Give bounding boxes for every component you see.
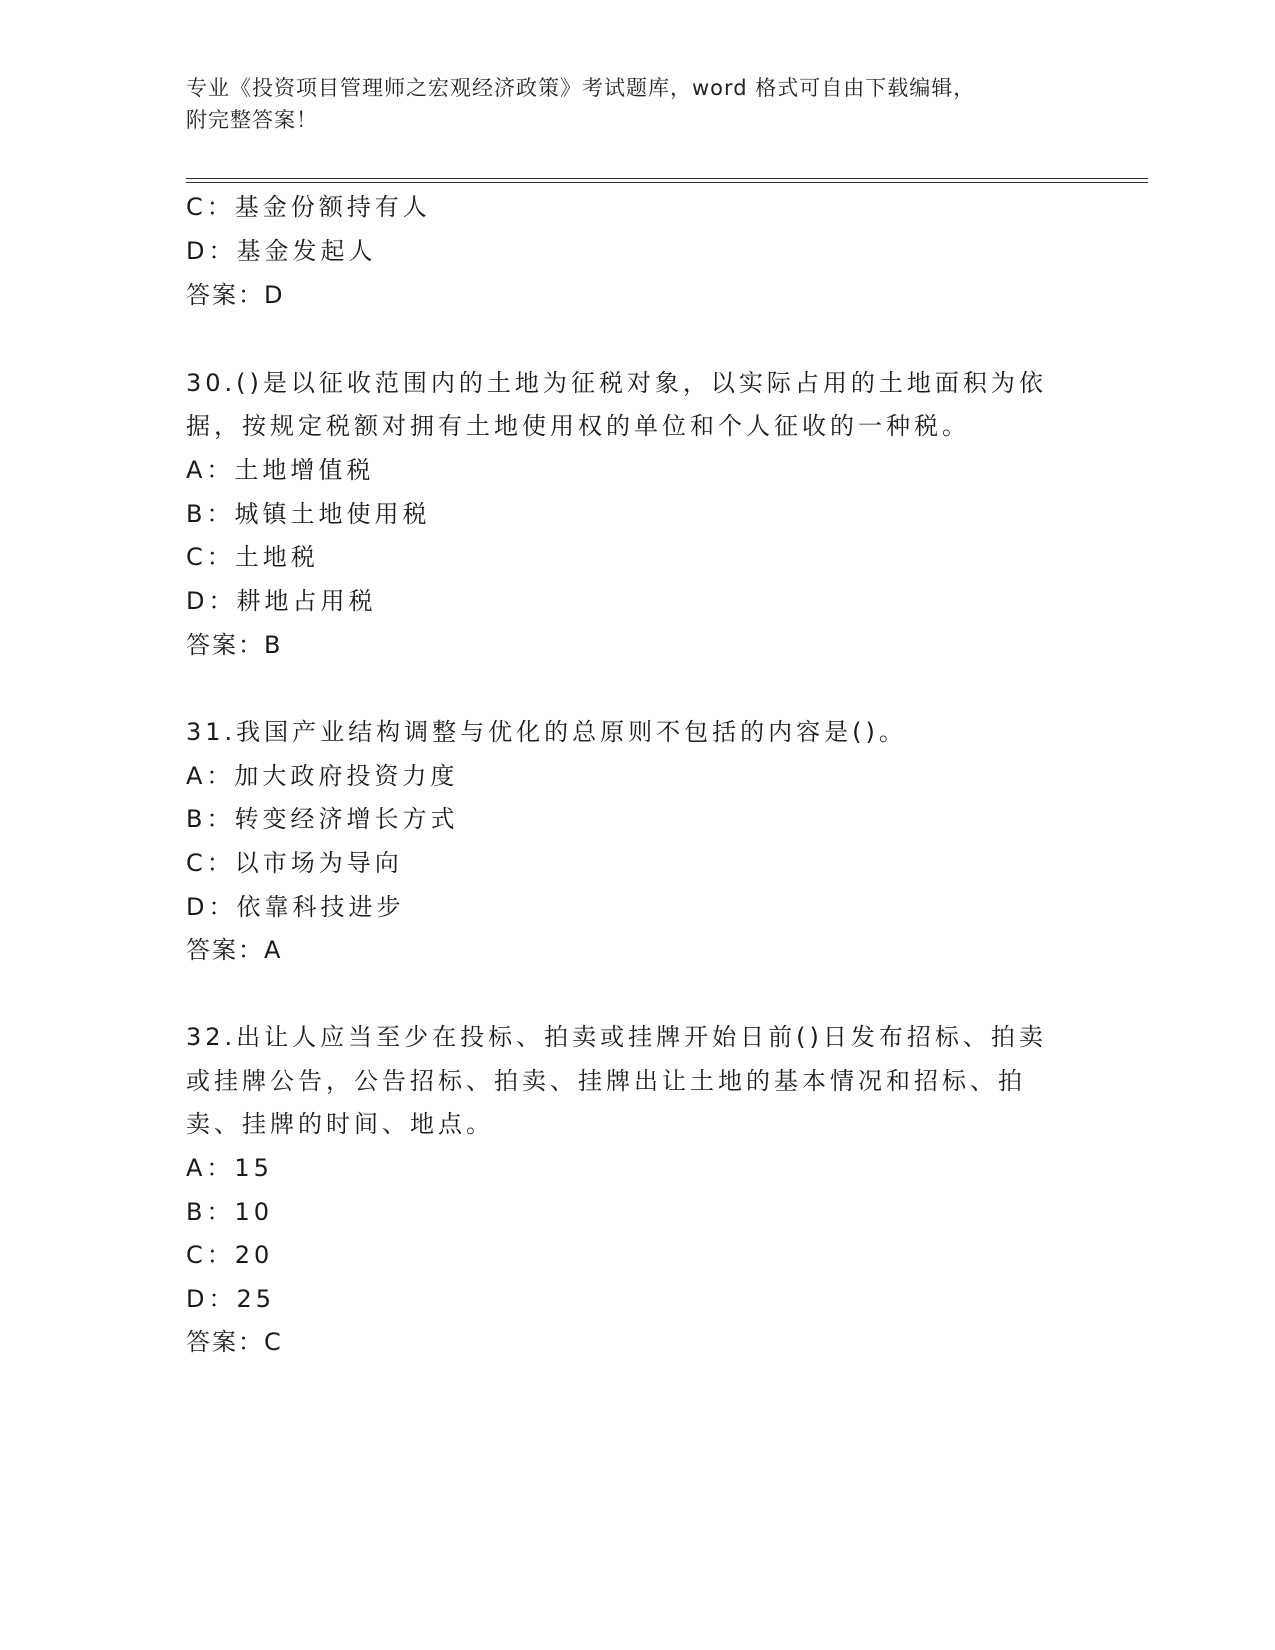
question-32-option-d: D：25 [186, 1285, 276, 1313]
question-30-answer: 答案：B [186, 631, 283, 659]
question-31-option-d: D：依靠科技进步 [186, 893, 405, 921]
question-32-option-a: A：15 [186, 1154, 273, 1182]
question-30-stem-line-2: 据，按规定税额对拥有土地使用权的单位和个人征收的一种税。 [186, 412, 970, 440]
question-32-stem-line-2: 或挂牌公告，公告招标、拍卖、挂牌出让土地的基本情况和招标、拍 [186, 1067, 1026, 1095]
question-32-stem-line-1: 32.出让人应当至少在投标、拍卖或挂牌开始日前()日发布招标、拍卖 [186, 1023, 1047, 1051]
question-30-option-d: D：耕地占用税 [186, 587, 377, 615]
question-31-option-a: A：加大政府投资力度 [186, 762, 459, 790]
question-30-option-b: B：城镇土地使用税 [186, 500, 431, 528]
question-31-option-c: C：以市场为导向 [186, 849, 403, 877]
header-divider-top [186, 178, 1148, 179]
answer-line: 答案：D [186, 281, 285, 309]
question-31-answer: 答案：A [186, 936, 283, 964]
question-32-option-c: C：20 [186, 1241, 274, 1269]
option-c: C：基金份额持有人 [186, 193, 431, 221]
question-30-option-a: A：土地增值税 [186, 456, 375, 484]
question-31-option-b: B：转变经济增长方式 [186, 805, 459, 833]
header-line-1: 专业《投资项目管理师之宏观经济政策》考试题库，word 格式可自由下载编辑， [186, 76, 976, 100]
header-line-2: 附完整答案！ [186, 108, 318, 132]
question-30-option-c: C：土地税 [186, 543, 319, 571]
question-31-stem-line-1: 31.我国产业结构调整与优化的总原则不包括的内容是()。 [186, 718, 907, 746]
option-d: D：基金发起人 [186, 237, 377, 265]
question-32-option-b: B：10 [186, 1198, 274, 1226]
question-32-stem-line-3: 卖、挂牌的时间、地点。 [186, 1110, 494, 1138]
header-divider-bottom [186, 182, 1148, 183]
question-30-stem-line-1: 30.()是以征收范围内的土地为征税对象，以实际占用的土地面积为依 [186, 369, 1047, 397]
question-32-answer: 答案：C [186, 1328, 283, 1356]
document-header [186, 72, 1066, 136]
